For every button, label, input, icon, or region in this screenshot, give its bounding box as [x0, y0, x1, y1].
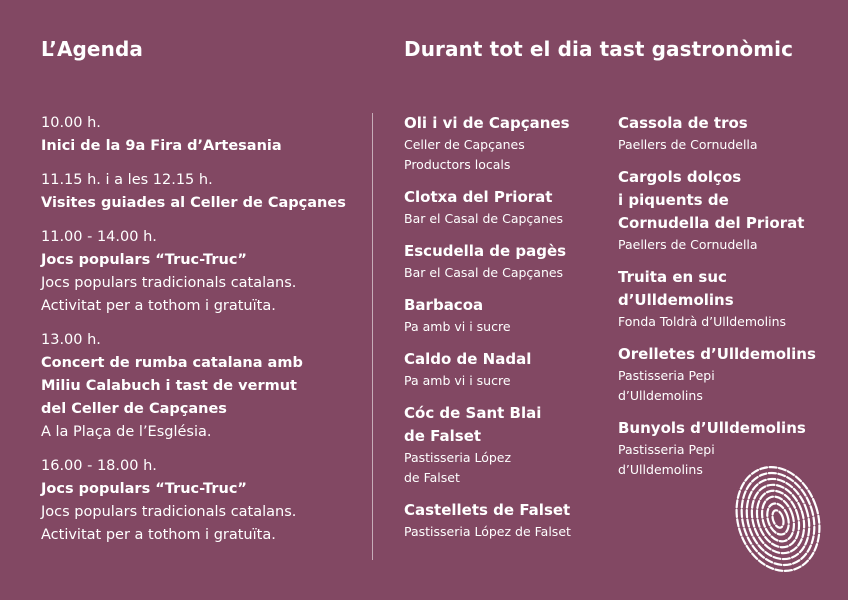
tasting-item-name: Cóc de Sant Blai: [404, 404, 542, 422]
agenda-title: L’Agenda: [41, 37, 143, 61]
tasting-item-detail: Pastisseria Pepi: [618, 442, 715, 457]
tasting-item: [618, 343, 833, 406]
tasting-item-detail: Bar el Casal de Capçanes: [404, 211, 564, 226]
tasting-list-column-1: [404, 112, 604, 553]
agenda-item: [41, 455, 361, 547]
tasting-item-name: Bunyols d’Ulldemolins: [618, 419, 806, 437]
tasting-item-detail: Celler de Capçanes: [404, 137, 525, 152]
agenda-line: A la Plaça de l’Església.: [41, 424, 212, 440]
tasting-item-name: Escudella de pagès: [404, 242, 567, 260]
tasting-item-detail: d’Ulldemolins: [618, 388, 703, 403]
tasting-item-detail: Pastisseria López: [404, 450, 512, 465]
tasting-item-name: d’Ulldemolins: [618, 291, 734, 309]
agenda-item: [41, 112, 361, 158]
tasting-item: [618, 166, 833, 255]
tasting-item-name: Truita en suc: [618, 268, 727, 286]
agenda-time: 13.00 h.: [41, 332, 101, 348]
agenda-time: 11.15 h. i a les 12.15 h.: [41, 172, 213, 188]
agenda-line: Activitat per a tothom i gratuïta.: [41, 527, 276, 543]
tasting-item-detail: de Falset: [404, 470, 460, 485]
column-divider: [372, 113, 373, 560]
tasting-item: [404, 402, 604, 488]
agenda-item: [41, 169, 361, 215]
agenda-line: Miliu Calabuch i tast de vermut: [41, 378, 297, 394]
tasting-item: [618, 266, 833, 332]
tasting-item-detail: Fonda Toldrà d’Ulldemolins: [618, 314, 787, 329]
tasting-item-name: de Falset: [404, 427, 482, 445]
agenda-item: [41, 226, 361, 318]
agenda-line: Concert de rumba catalana amb: [41, 355, 303, 371]
agenda-time: 11.00 - 14.00 h.: [41, 229, 157, 245]
tasting-item-name: Cornudella del Priorat: [618, 214, 805, 232]
tasting-item-name: Orelletes d’Ulldemolins: [618, 345, 816, 363]
agenda-line: Jocs populars tradicionals catalans.: [41, 275, 297, 291]
tasting-item-detail: d’Ulldemolins: [618, 462, 703, 477]
agenda-line: Jocs populars “Truc-Truc”: [41, 481, 247, 497]
agenda-line: Inici de la 9a Fira d’Artesania: [41, 138, 282, 154]
tasting-item: [404, 294, 604, 337]
tasting-list-column-2: [618, 112, 833, 491]
agenda-list: [41, 112, 361, 558]
tasting-item-name: Clotxa del Priorat: [404, 188, 553, 206]
tasting-item-name: Oli i vi de Capçanes: [404, 114, 570, 132]
tasting-item: [404, 112, 604, 175]
agenda-line: Activitat per a tothom i gratuïta.: [41, 298, 276, 314]
tasting-item-name: Cargols dolços: [618, 168, 742, 186]
tasting-item-name: Castellets de Falset: [404, 501, 571, 519]
tasting-item: [404, 348, 604, 391]
agenda-line: del Celler de Capçanes: [41, 401, 227, 417]
tasting-item-detail: Pastisseria Pepi: [618, 368, 715, 383]
tasting-item-detail: Pastisseria López de Falset: [404, 524, 571, 539]
agenda-line: Visites guiades al Celler de Capçanes: [41, 195, 346, 211]
fingerprint-icon: [730, 456, 826, 580]
agenda-line: Jocs populars tradicionals catalans.: [41, 504, 297, 520]
tasting-item-detail: Pa amb vi i sucre: [404, 373, 511, 388]
tasting-item-detail: Bar el Casal de Capçanes: [404, 265, 564, 280]
tasting-item-name: Caldo de Nadal: [404, 350, 532, 368]
tasting-item-name: i piquents de: [618, 191, 729, 209]
tasting-item: [618, 112, 833, 155]
tasting-item-name: Cassola de tros: [618, 114, 748, 132]
tasting-title: Durant tot el dia tast gastronòmic: [404, 37, 794, 61]
tasting-item-name: Barbacoa: [404, 296, 484, 314]
tasting-item: [404, 240, 604, 283]
tasting-item-detail: Pa amb vi i sucre: [404, 319, 511, 334]
agenda-line: Jocs populars “Truc-Truc”: [41, 252, 247, 268]
tasting-item: [404, 499, 604, 542]
tasting-item-detail: Paellers de Cornudella: [618, 137, 758, 152]
tasting-item-detail: Productors locals: [404, 157, 511, 172]
tasting-item: [404, 186, 604, 229]
agenda-item: [41, 329, 361, 444]
agenda-time: 16.00 - 18.00 h.: [41, 458, 157, 474]
agenda-time: 10.00 h.: [41, 115, 101, 131]
tasting-item-detail: Paellers de Cornudella: [618, 237, 758, 252]
